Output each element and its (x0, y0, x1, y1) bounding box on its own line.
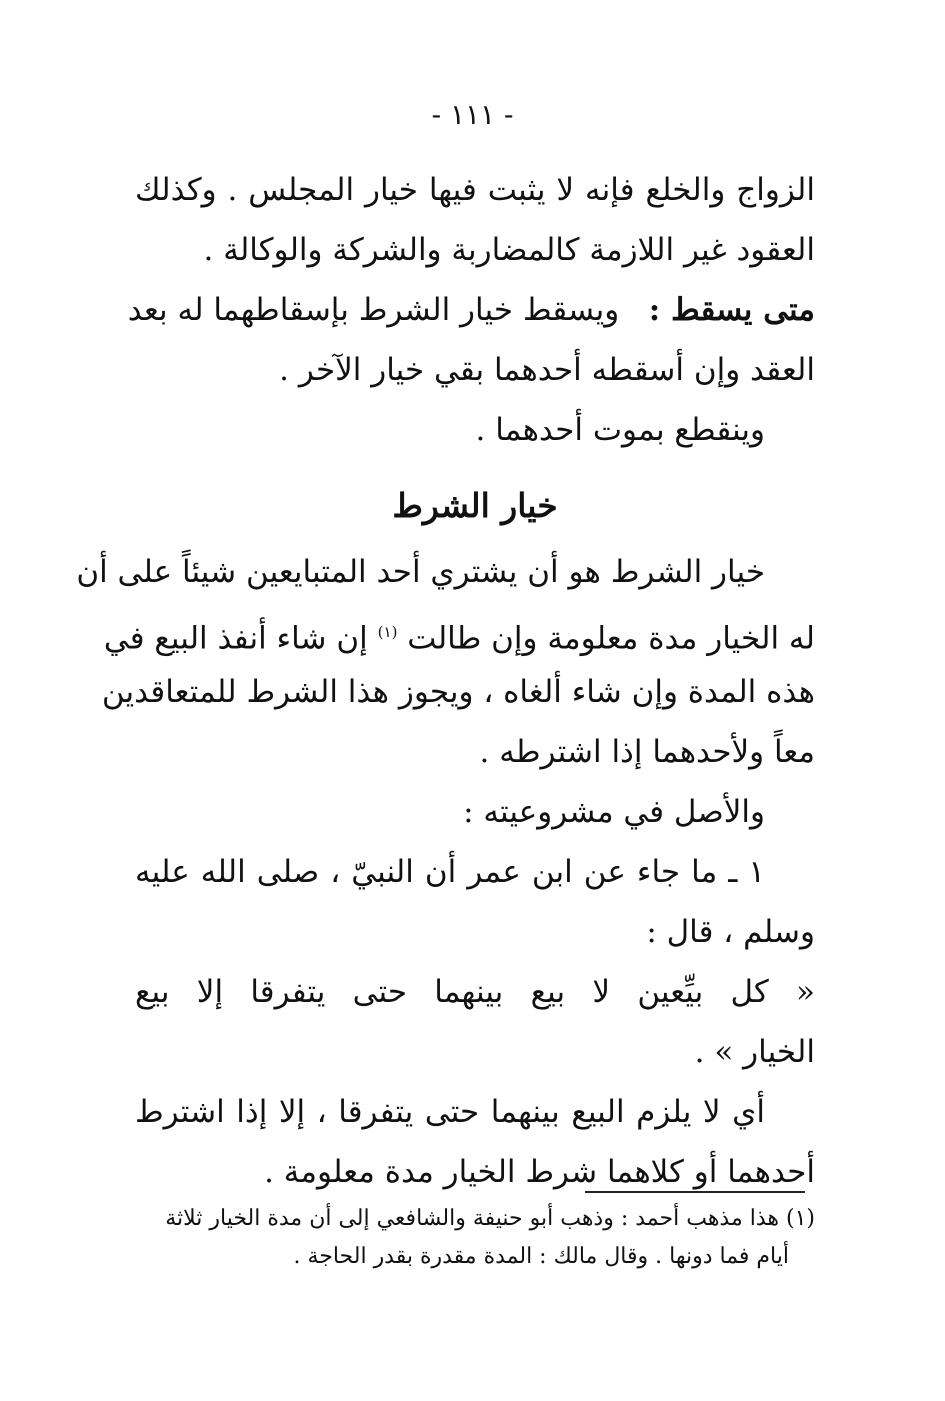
text-line: خيار الشرط هو أن يشتري أحد المتبايعين شيئاً على أن (76, 554, 765, 590)
footnote-line: (١) هذا مذهب أحمد : وذهب أبو حنيفة والشافعي إلى أن مدة الخيار ثلاثة (165, 1206, 815, 1231)
text-line: ١ ـ ما جاء عن ابن عمر أن النبيّ ، صلى الله عليه (135, 854, 765, 890)
text-line: أي لا يلزم البيع بينهما حتى يتفرقا ، إلا إذا اشترط (135, 1094, 765, 1130)
text-span: ويسقط خيار الشرط بإسقاطهما له بعد (127, 292, 620, 328)
footnote-line: أيام فما دونها . وقال مالك : المدة مقدرة بقدر الحاجة . (293, 1244, 789, 1269)
quote-line: « كل بيِّعين لا بيع بينهما حتى يتفرقا إلا بيع (135, 974, 815, 1010)
spacer (135, 460, 815, 468)
text-line: العقد وإن أسقطه أحدهما بقي خيار الآخر . (279, 352, 815, 388)
text-line: أحدهما أو كلاهما شرط الخيار مدة معلومة . (264, 1154, 815, 1190)
quote-line: الخيار » . (694, 1034, 815, 1070)
footnote-reference: (١) (377, 623, 398, 641)
text-line: وسلم ، قال : (646, 914, 815, 950)
text-line (103, 602, 815, 662)
page-number: - ١١١ - (431, 98, 514, 131)
text-line: الزواج والخلع فإنه لا يثبت فيها خيار المجلس . وكذلك (135, 172, 815, 208)
footnote-divider (585, 1191, 805, 1193)
section-keyword: متى يسقط : (648, 292, 815, 328)
text-line: والأصل في مشروعيته : (463, 794, 765, 830)
text-line (127, 280, 815, 340)
section-heading: خيار الشرط (392, 486, 558, 525)
footnotes (135, 1200, 815, 1276)
text-line: معاً ولأحدهما إذا اشترطه . (479, 734, 815, 770)
main-text (76, 160, 815, 1202)
text-line: هذه المدة وإن شاء ألغاه ، ويجوز هذا الشرط للمتعاقدين (101, 674, 815, 710)
text-line: وينقطع بموت أحدهما . (475, 412, 765, 448)
text-span: إن شاء أنفذ البيع في (103, 620, 368, 657)
text-span: له الخيار مدة معلومة وإن طالت (407, 620, 815, 657)
text-line: العقود غير اللازمة كالمضاربة والشركة والوكالة . (203, 232, 815, 268)
